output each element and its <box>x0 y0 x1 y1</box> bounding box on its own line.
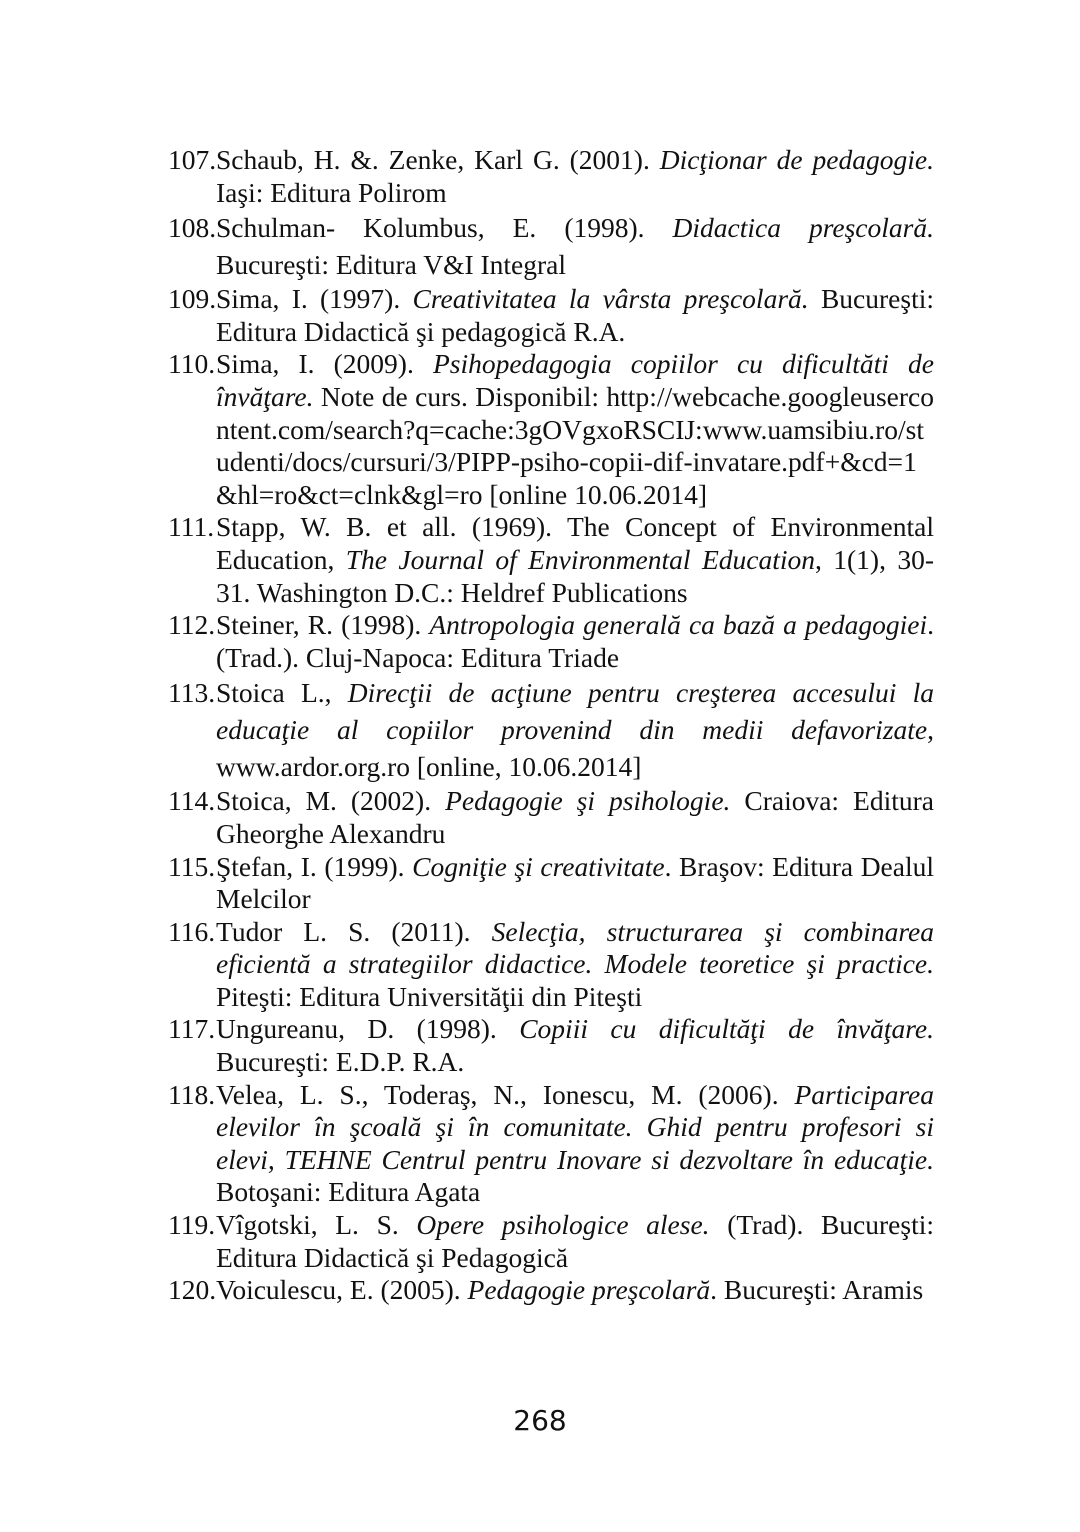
reference-publisher: , 1(1), 30-31. Washington D.C.: Heldref Publications <box>216 543 934 608</box>
reference-number: 115. <box>168 850 216 882</box>
reference-item-119 <box>168 1209 934 1274</box>
reference-title: Pedagogie preşcolară <box>467 1274 711 1306</box>
reference-item-117 <box>168 1013 934 1078</box>
reference-authors: Schaub, H. &. Zenke, Karl G. (2001). <box>216 144 660 175</box>
reference-title: Participarea elevilor în şcoală şi în comunitate. Ghid pentru profesori si elevi, TEHNE Centrul pentru Inovare si dezvoltare în educaţie. <box>216 1078 934 1175</box>
reference-title: Copiii cu dificultăţi de învăţare. <box>519 1013 934 1045</box>
reference-title: Antropologia generală ca bază a pedagogiei <box>429 609 928 641</box>
reference-authors: Sima, I. (1997). <box>216 283 413 315</box>
reference-publisher: Bucureşti: E.D.P. R.A. <box>216 1046 465 1078</box>
reference-authors: Stoica, M. (2002). <box>216 785 446 817</box>
reference-item-108 <box>168 209 934 283</box>
reference-item-114 <box>168 785 934 850</box>
reference-publisher: Piteşti: Editura Universităţii din Piteşti <box>216 980 643 1012</box>
reference-publisher: (Trad). Bucureşti: Editura Didactică şi Pedagogică <box>216 1209 935 1273</box>
reference-authors: Schulman- Kolumbus, E. (1998). <box>216 212 673 244</box>
reference-authors: Sima, I. (2009). <box>216 348 433 380</box>
page-number: 268 <box>513 1404 567 1437</box>
reference-authors: Voiculescu, E. (2005). <box>216 1274 468 1306</box>
reference-publisher: Iaşi: Editura Polirom <box>216 176 447 208</box>
reference-link[interactable]: Note de curs. Disponibil: http://webcache.googleusercontent.com/search?q=cache:3gOVgxoRSCIJ:www.uamsibiu.ro/studenti/docs/cursuri/3/PIPP-psiho-copii-dif-invatare.pdf+&cd=1&hl=ro&ct=clnk&gl=ro [online 10.06.2014] <box>216 380 934 510</box>
reference-item-109 <box>168 283 934 348</box>
reference-number: 110. <box>168 348 216 380</box>
reference-number: 112. <box>168 609 216 641</box>
reference-publisher: . Braşov: Editura Dealul Melcilor <box>216 850 935 915</box>
reference-number: 107. <box>168 144 217 175</box>
reference-number: 118. <box>168 1078 216 1110</box>
reference-item-111 <box>168 511 934 609</box>
reference-authors: Steiner, R. (1998). <box>216 609 430 641</box>
reference-number: 114. <box>168 785 216 817</box>
reference-authors: Stapp, W. B. et all. (1969). The Concept of Environmental Education, <box>216 511 934 575</box>
reference-link[interactable]: , www.ardor.org.ro [online, 10.06.2014] <box>216 714 934 783</box>
reference-publisher: . Bucureşti: Aramis <box>710 1274 924 1306</box>
reference-title: Dicţionar de pedagogie. <box>659 144 934 175</box>
reference-item-116 <box>168 916 934 1014</box>
reference-publisher: Craiova: Editura Gheorghe Alexandru <box>216 785 934 849</box>
reference-number: 116. <box>168 915 216 947</box>
reference-authors: Stoica L., <box>216 677 348 709</box>
reference-journal: The Journal of Environmental Education <box>345 543 815 575</box>
reference-authors: Vîgotski, L. S. <box>216 1209 417 1241</box>
reference-item-113 <box>168 674 934 785</box>
reference-title: Creativitatea la vârsta preşcolară. <box>412 283 809 315</box>
reference-publisher: . (Trad.). Cluj-Napoca: Editura Triade <box>216 609 934 673</box>
reference-item-112 <box>168 609 934 674</box>
reference-item-107 <box>168 144 934 209</box>
reference-title: Direcţii de acţiune pentru creşterea accesului la educaţie al copiilor provenind din medii defavorizate <box>216 677 934 746</box>
reference-authors: Ştefan, I. (1999). <box>216 850 413 882</box>
reference-number: 120. <box>168 1274 217 1306</box>
reference-number: 109. <box>168 283 217 315</box>
reference-title: Didactica preşcolară. <box>672 212 934 244</box>
reference-publisher: Bucureşti: Editura Didactică şi pedagogică R.A. <box>216 283 934 347</box>
reference-authors: Velea, L. S., Toderaş, N., Ionescu, M. (2006). <box>216 1078 795 1110</box>
reference-authors: Ungureanu, D. (1998). <box>216 1013 520 1045</box>
reference-number: 108. <box>168 212 217 244</box>
reference-publisher: Botoşani: Editura Agata <box>216 1176 481 1208</box>
reference-item-118 <box>168 1079 934 1209</box>
reference-title: Cogniţie şi creativitate <box>412 850 665 882</box>
reference-title: Pedagogie şi psihologie. <box>445 785 731 817</box>
reference-number: 117. <box>168 1013 216 1045</box>
reference-number: 119. <box>168 1209 216 1241</box>
reference-authors: Tudor L. S. (2011). <box>216 915 492 947</box>
reference-number: 111. <box>168 511 215 543</box>
reference-title: Opere psihologice alese. <box>416 1209 710 1241</box>
reference-publisher: Bucureşti: Editura V&I Integral <box>216 249 567 281</box>
reference-title: Psihopedagogia copiilor cu dificultăti de învăţare. <box>216 348 934 412</box>
reference-number: 113. <box>168 677 216 709</box>
reference-item-120 <box>168 1274 934 1307</box>
reference-item-115 <box>168 851 934 916</box>
reference-list <box>168 144 934 1307</box>
reference-title: Selecţia, structurarea şi combinarea eficientă a strategiilor didactice. Modele teoretice şi practice. <box>216 915 934 980</box>
reference-item-110 <box>168 348 934 511</box>
